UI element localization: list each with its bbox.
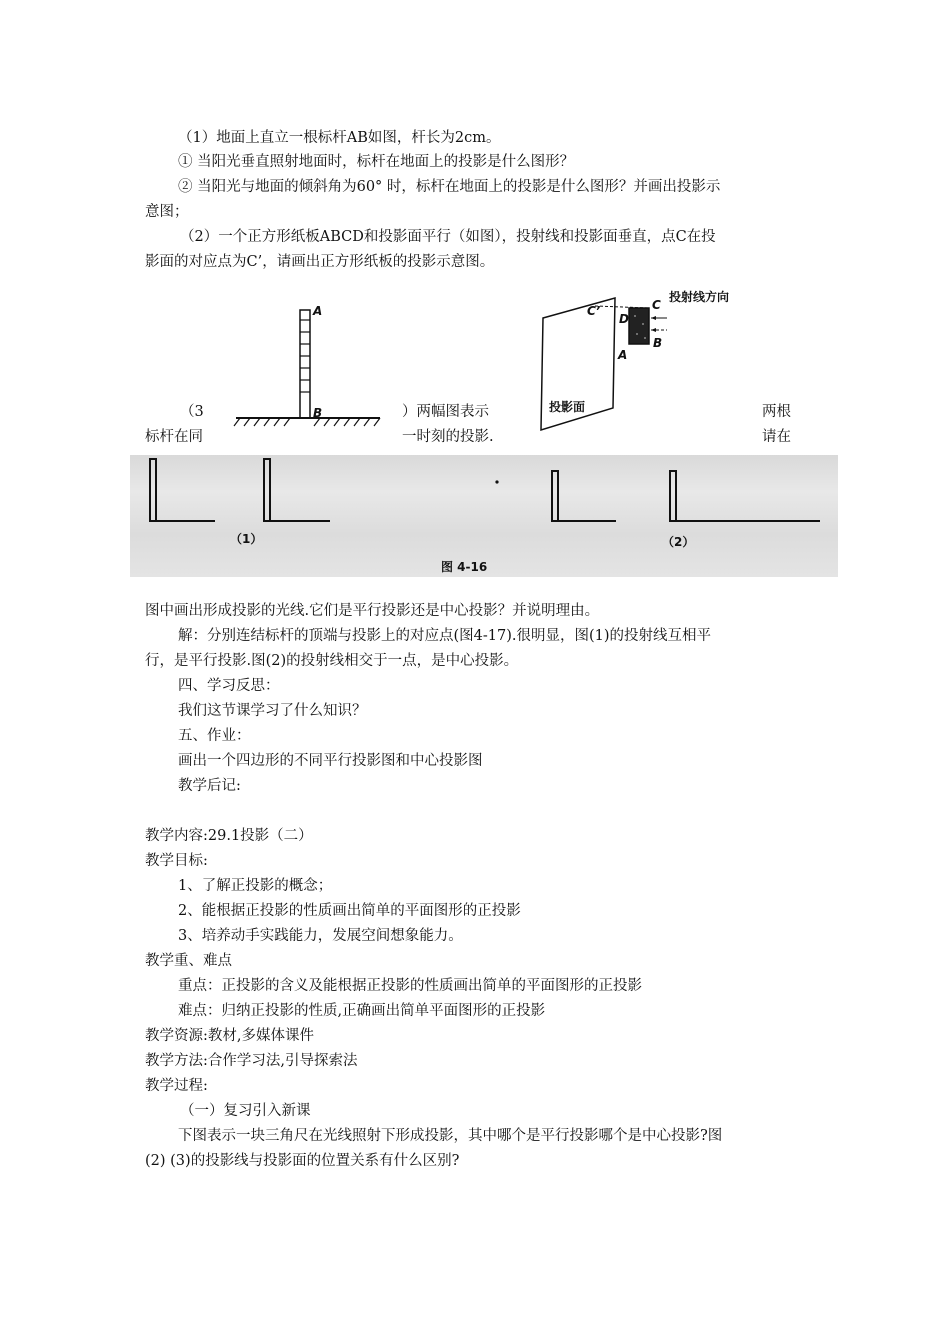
text-line: 图中画出形成投影的光线.它们是平行投影还是中心投影？并说明理由。 [145, 603, 600, 619]
text-line: 2、能根据正投影的性质画出简单的平面图形的正投影 [178, 903, 521, 919]
text-line: ① 当阳光垂直照射地面时，标杆在地面上的投影是什么图形？ [178, 154, 575, 170]
text-line: 下图表示一块三角尺在光线照射下形成投影，其中哪个是平行投影哪个是中心投影?图 [178, 1128, 723, 1144]
text-line: 难点：归纳正投影的性质,正确画出简单平面图形的正投影 [178, 1003, 546, 1019]
label-d: D [619, 312, 629, 326]
projection-plane-label: 投影面 [549, 400, 586, 414]
label-c: C [652, 298, 661, 312]
text-line: 教学重、难点 [145, 953, 232, 969]
text-line: 请在 [762, 429, 791, 445]
text-line: 3、培养动手实践能力，发展空间想象能力。 [178, 928, 463, 944]
text-line: （一）复习引入新课 [180, 1103, 311, 1119]
label-b2: B [653, 336, 663, 350]
subfigure-label-1: （1） [230, 532, 263, 546]
label-b: B [313, 406, 323, 420]
text-line: （2）一个正方形纸板ABCD和投影面平行（如图），投射线和投影面垂直，点C在投 [180, 229, 716, 245]
text-line: 重点：正投影的含义及能根据正投影的性质画出简单的平面图形的正投影 [178, 978, 642, 994]
text-line: 1、了解正投影的概念； [178, 878, 333, 894]
text-line: 行，是平行投影.图(2)的投射线相交于一点，是中心投影。 [145, 653, 519, 669]
text-line: 教学目标: [145, 853, 208, 869]
figure-caption: 图 4-16 [441, 560, 488, 574]
text-line: ）两幅图表示 [402, 404, 489, 420]
label-c-prime: C’ [587, 304, 601, 318]
text-line: 教学资源:教材,多媒体课件 [145, 1028, 314, 1044]
text-line: （1）地面上直立一根标杆AB如图，杆长为2cm。 [178, 130, 501, 146]
pole-figure [230, 300, 390, 430]
text-line: 教学方法:合作学习法,引导探索法 [145, 1053, 358, 1069]
text-line: (2) (3)的投影线与投影面的位置关系有什么区别? [145, 1153, 460, 1169]
text-line: 一时刻的投影. [402, 429, 494, 445]
text-line: 教学内容:29.1投影（二） [145, 828, 313, 844]
text-line: 两根 [762, 404, 791, 420]
text-line: 影面的对应点为C’，请画出正方形纸板的投影示意图。 [145, 254, 495, 270]
text-line: 意图； [145, 204, 189, 220]
section-heading: 五、作业： [178, 728, 251, 744]
subfigure-label-2: （2） [662, 535, 695, 549]
text-line: 教学后记: [178, 778, 241, 794]
text-line: ② 当阳光与地面的倾斜角为60° 时，标杆在地面上的投影是什么图形？并画出投影示 [178, 179, 721, 195]
text-line: （3 [180, 404, 204, 420]
projection-direction-label: 投射线方向 [669, 290, 730, 304]
label-a2: A [618, 348, 628, 362]
section-heading: 四、学习反思： [178, 678, 280, 694]
text-line: 解：分别连结标杆的顶端与投影上的对应点(图4-17).很明显，图(1)的投射线互相平 [178, 628, 712, 644]
text-line: 标杆在同 [145, 429, 203, 445]
label-a: A [313, 304, 323, 318]
text-line: 画出一个四边形的不同平行投影图和中心投影图 [178, 753, 483, 769]
text-line: 我们这节课学习了什么知识？ [178, 703, 367, 719]
text-line: 教学过程: [145, 1078, 208, 1094]
